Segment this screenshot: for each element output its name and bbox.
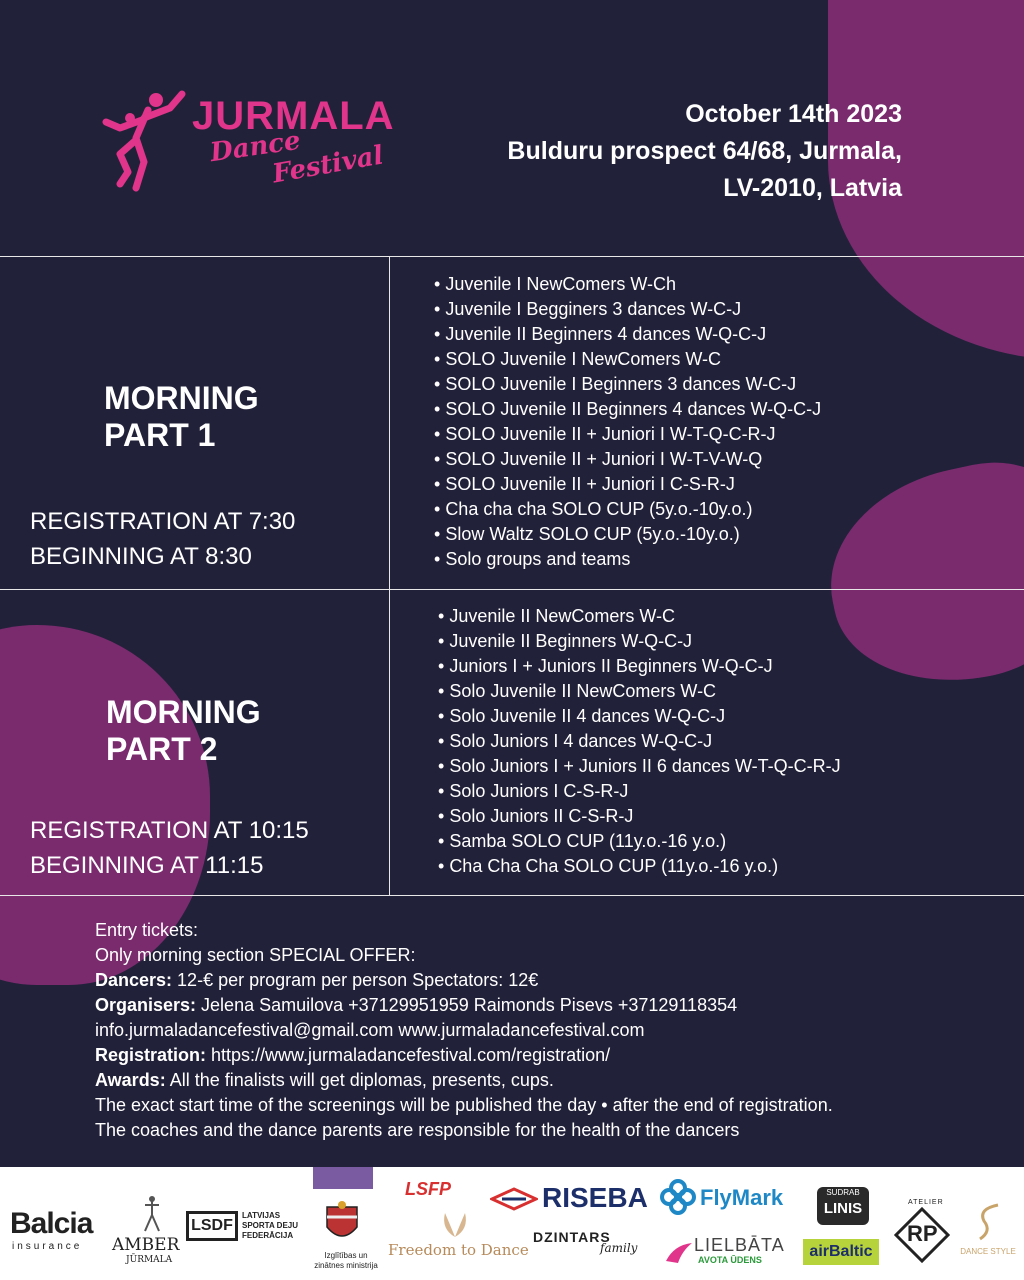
- list-item: • Samba SOLO CUP (11y.o.-16 y.o.): [438, 829, 841, 854]
- list-item: • Slow Waltz SOLO CUP (5y.o.-10y.o.): [434, 522, 821, 547]
- freedom-logo: Freedom to Dance: [388, 1241, 529, 1259]
- part1-title: [104, 380, 259, 454]
- list-item: • SOLO Juvenile II + Juniori I W-T-Q-C-R-J: [434, 422, 821, 447]
- awards-line: [95, 1068, 833, 1093]
- divider-bottom: [0, 895, 1024, 896]
- dancers-label: Dancers:: [95, 970, 173, 990]
- dancers-line: [95, 968, 833, 993]
- part1-title-line1: MORNING: [104, 380, 259, 416]
- part2-list: [438, 604, 841, 879]
- note-health: The coaches and the dance parents are responsible for the health of the dancers: [95, 1120, 740, 1140]
- list-item: • Solo Juniors I 4 dances W-Q-C-J: [438, 729, 841, 754]
- part1-times: [30, 504, 295, 574]
- note-start-time: The exact start time of the screenings will be published the day • after the end of registration.: [95, 1095, 833, 1115]
- registration-line: [95, 1043, 833, 1068]
- part2-times: [30, 813, 309, 883]
- registration-link[interactable]: https://www.jurmaladancefestival.com/registration/: [206, 1045, 611, 1065]
- awards-label: Awards:: [95, 1070, 166, 1090]
- list-item: • Solo Juvenile II 4 dances W-Q-C-J: [438, 704, 841, 729]
- event-address-line1: Bulduru prospect 64/68, Jurmala,: [507, 137, 902, 165]
- logo-subtitle-dance: Dance: [208, 125, 303, 169]
- lsdf-emblem: LSDF: [186, 1211, 238, 1241]
- part2-beginning: BEGINNING AT 11:15: [30, 852, 264, 879]
- dance-style-text: DANCE STYLE: [960, 1247, 1016, 1256]
- list-item: • SOLO Juvenile I NewComers W-C: [434, 347, 821, 372]
- divider-top: [0, 256, 1024, 257]
- list-item: • Cha Cha Cha SOLO CUP (11y.o.-16 y.o.): [438, 854, 841, 879]
- sponsors-bar: [0, 1167, 1024, 1280]
- riseba-icon: [490, 1187, 538, 1211]
- ministry-name: Izglītības un zinātnes ministrija: [314, 1251, 378, 1270]
- part1-beginning: BEGINNING AT 8:30: [30, 543, 252, 570]
- lsdf-name: LATVIJAS SPORTA DEJU FEDERĀCIJA: [242, 1211, 299, 1240]
- atelier-text: ATELIER: [908, 1199, 944, 1206]
- sudrab-linis-logo: [817, 1187, 869, 1225]
- part1-title-line2: PART 1: [104, 417, 216, 453]
- coat-of-arms-icon: [317, 1199, 367, 1249]
- accent-tab: [313, 1167, 373, 1189]
- event-info: [507, 96, 902, 207]
- linis-text: LINIS: [823, 1200, 863, 1217]
- list-item: • SOLO Juvenile II + Juniori I C-S-R-J: [434, 472, 821, 497]
- special-offer-label: Only morning section SPECIAL OFFER:: [95, 945, 416, 965]
- entry-info: [95, 918, 833, 1143]
- balcia-logo: Balcia: [10, 1207, 93, 1240]
- organisers-line: [95, 993, 833, 1018]
- logo-title: JURMALA: [192, 94, 395, 138]
- list-item: • Juvenile I Begginers 3 dances W-C-J: [434, 297, 821, 322]
- list-item: • SOLO Juvenile I Beginners 3 dances W-C-J: [434, 372, 821, 397]
- part2-title-line2: PART 2: [106, 731, 218, 767]
- flymark-icon: [660, 1179, 696, 1215]
- balcia-sub: insurance: [12, 1241, 83, 1252]
- list-item: • Solo Juniors II C-S-R-J: [438, 804, 841, 829]
- divider-vertical: [389, 256, 390, 895]
- contacts-line[interactable]: info.jurmaladancefestival@gmail.com www.jurmaladancefestival.com: [95, 1020, 645, 1040]
- divider-middle: [0, 589, 1024, 590]
- awards-text: All the finalists will get diplomas, presents, cups.: [165, 1070, 554, 1090]
- flymark-logo: FlyMark: [700, 1185, 784, 1210]
- list-item: • Juvenile II Beginners W-Q-C-J: [438, 629, 841, 654]
- freedom-dance-icon: [435, 1209, 475, 1239]
- decor-blob-mid-right: [811, 445, 1024, 704]
- event-address-line2: LV-2010, Latvia: [723, 174, 902, 202]
- entry-tickets-label: Entry tickets:: [95, 920, 199, 940]
- amber-logo: AMBER: [112, 1235, 180, 1255]
- list-item: • Juniors I + Juniors II Beginners W-Q-C-J: [438, 654, 841, 679]
- dzintars-logo: DZINTARS: [533, 1229, 611, 1245]
- list-item: • SOLO Juvenile II Beginners 4 dances W-Q-C-J: [434, 397, 821, 422]
- dzintars-sub: family: [600, 1241, 638, 1255]
- part1-list: [434, 272, 821, 572]
- dancers-icon: [100, 88, 190, 198]
- dance-style-icon: [972, 1201, 1006, 1241]
- festival-logo: [100, 88, 420, 198]
- part2-title-line1: MORNING: [106, 694, 261, 730]
- list-item: • Cha cha cha SOLO CUP (5y.o.-10y.o.): [434, 497, 821, 522]
- part2-registration: REGISTRATION AT 10:15: [30, 817, 309, 844]
- list-item: • Solo Juniors I C-S-R-J: [438, 779, 841, 804]
- lielbata-icon: [664, 1241, 694, 1265]
- part1-registration: REGISTRATION AT 7:30: [30, 508, 296, 535]
- list-item: • Solo Juniors I + Juniors II 6 dances W-T-Q-C-R-J: [438, 754, 841, 779]
- list-item: • Solo Juvenile II NewComers W-C: [438, 679, 841, 704]
- registration-label: Registration:: [95, 1045, 207, 1065]
- list-item: • SOLO Juvenile II + Juniori I W-T-V-W-Q: [434, 447, 821, 472]
- lielbata-sub: AVOTA ŪDENS: [698, 1255, 762, 1265]
- lsfp-logo: LSFP: [405, 1179, 452, 1199]
- lielbata-logo: LIELBĀTA: [694, 1235, 785, 1255]
- rp-text: RP: [907, 1221, 938, 1246]
- dancers-text: 12-€ per program per person Spectators: 12€: [172, 970, 539, 990]
- sudrab-text: SUDRAB: [826, 1188, 860, 1197]
- part2-title: [106, 694, 261, 768]
- amber-sub: JŪRMALA: [126, 1255, 173, 1265]
- list-item: • Juvenile II Beginners 4 dances W-Q-C-J: [434, 322, 821, 347]
- amber-dancer-icon: [137, 1195, 167, 1235]
- list-item: • Solo groups and teams: [434, 547, 821, 572]
- airbaltic-logo: airBaltic: [803, 1239, 879, 1265]
- organisers-text: Jelena Samuilova +37129951959 Raimonds Pisevs +37129118354: [196, 995, 738, 1015]
- list-item: • Juvenile I NewComers W-Ch: [434, 272, 821, 297]
- event-date: October 14th 2023: [685, 100, 902, 128]
- list-item: • Juvenile II NewComers W-C: [438, 604, 841, 629]
- logo-subtitle-festival: Festival: [270, 140, 386, 190]
- organisers-label: Organisers:: [95, 995, 197, 1015]
- riseba-logo: RISEBA: [542, 1182, 648, 1213]
